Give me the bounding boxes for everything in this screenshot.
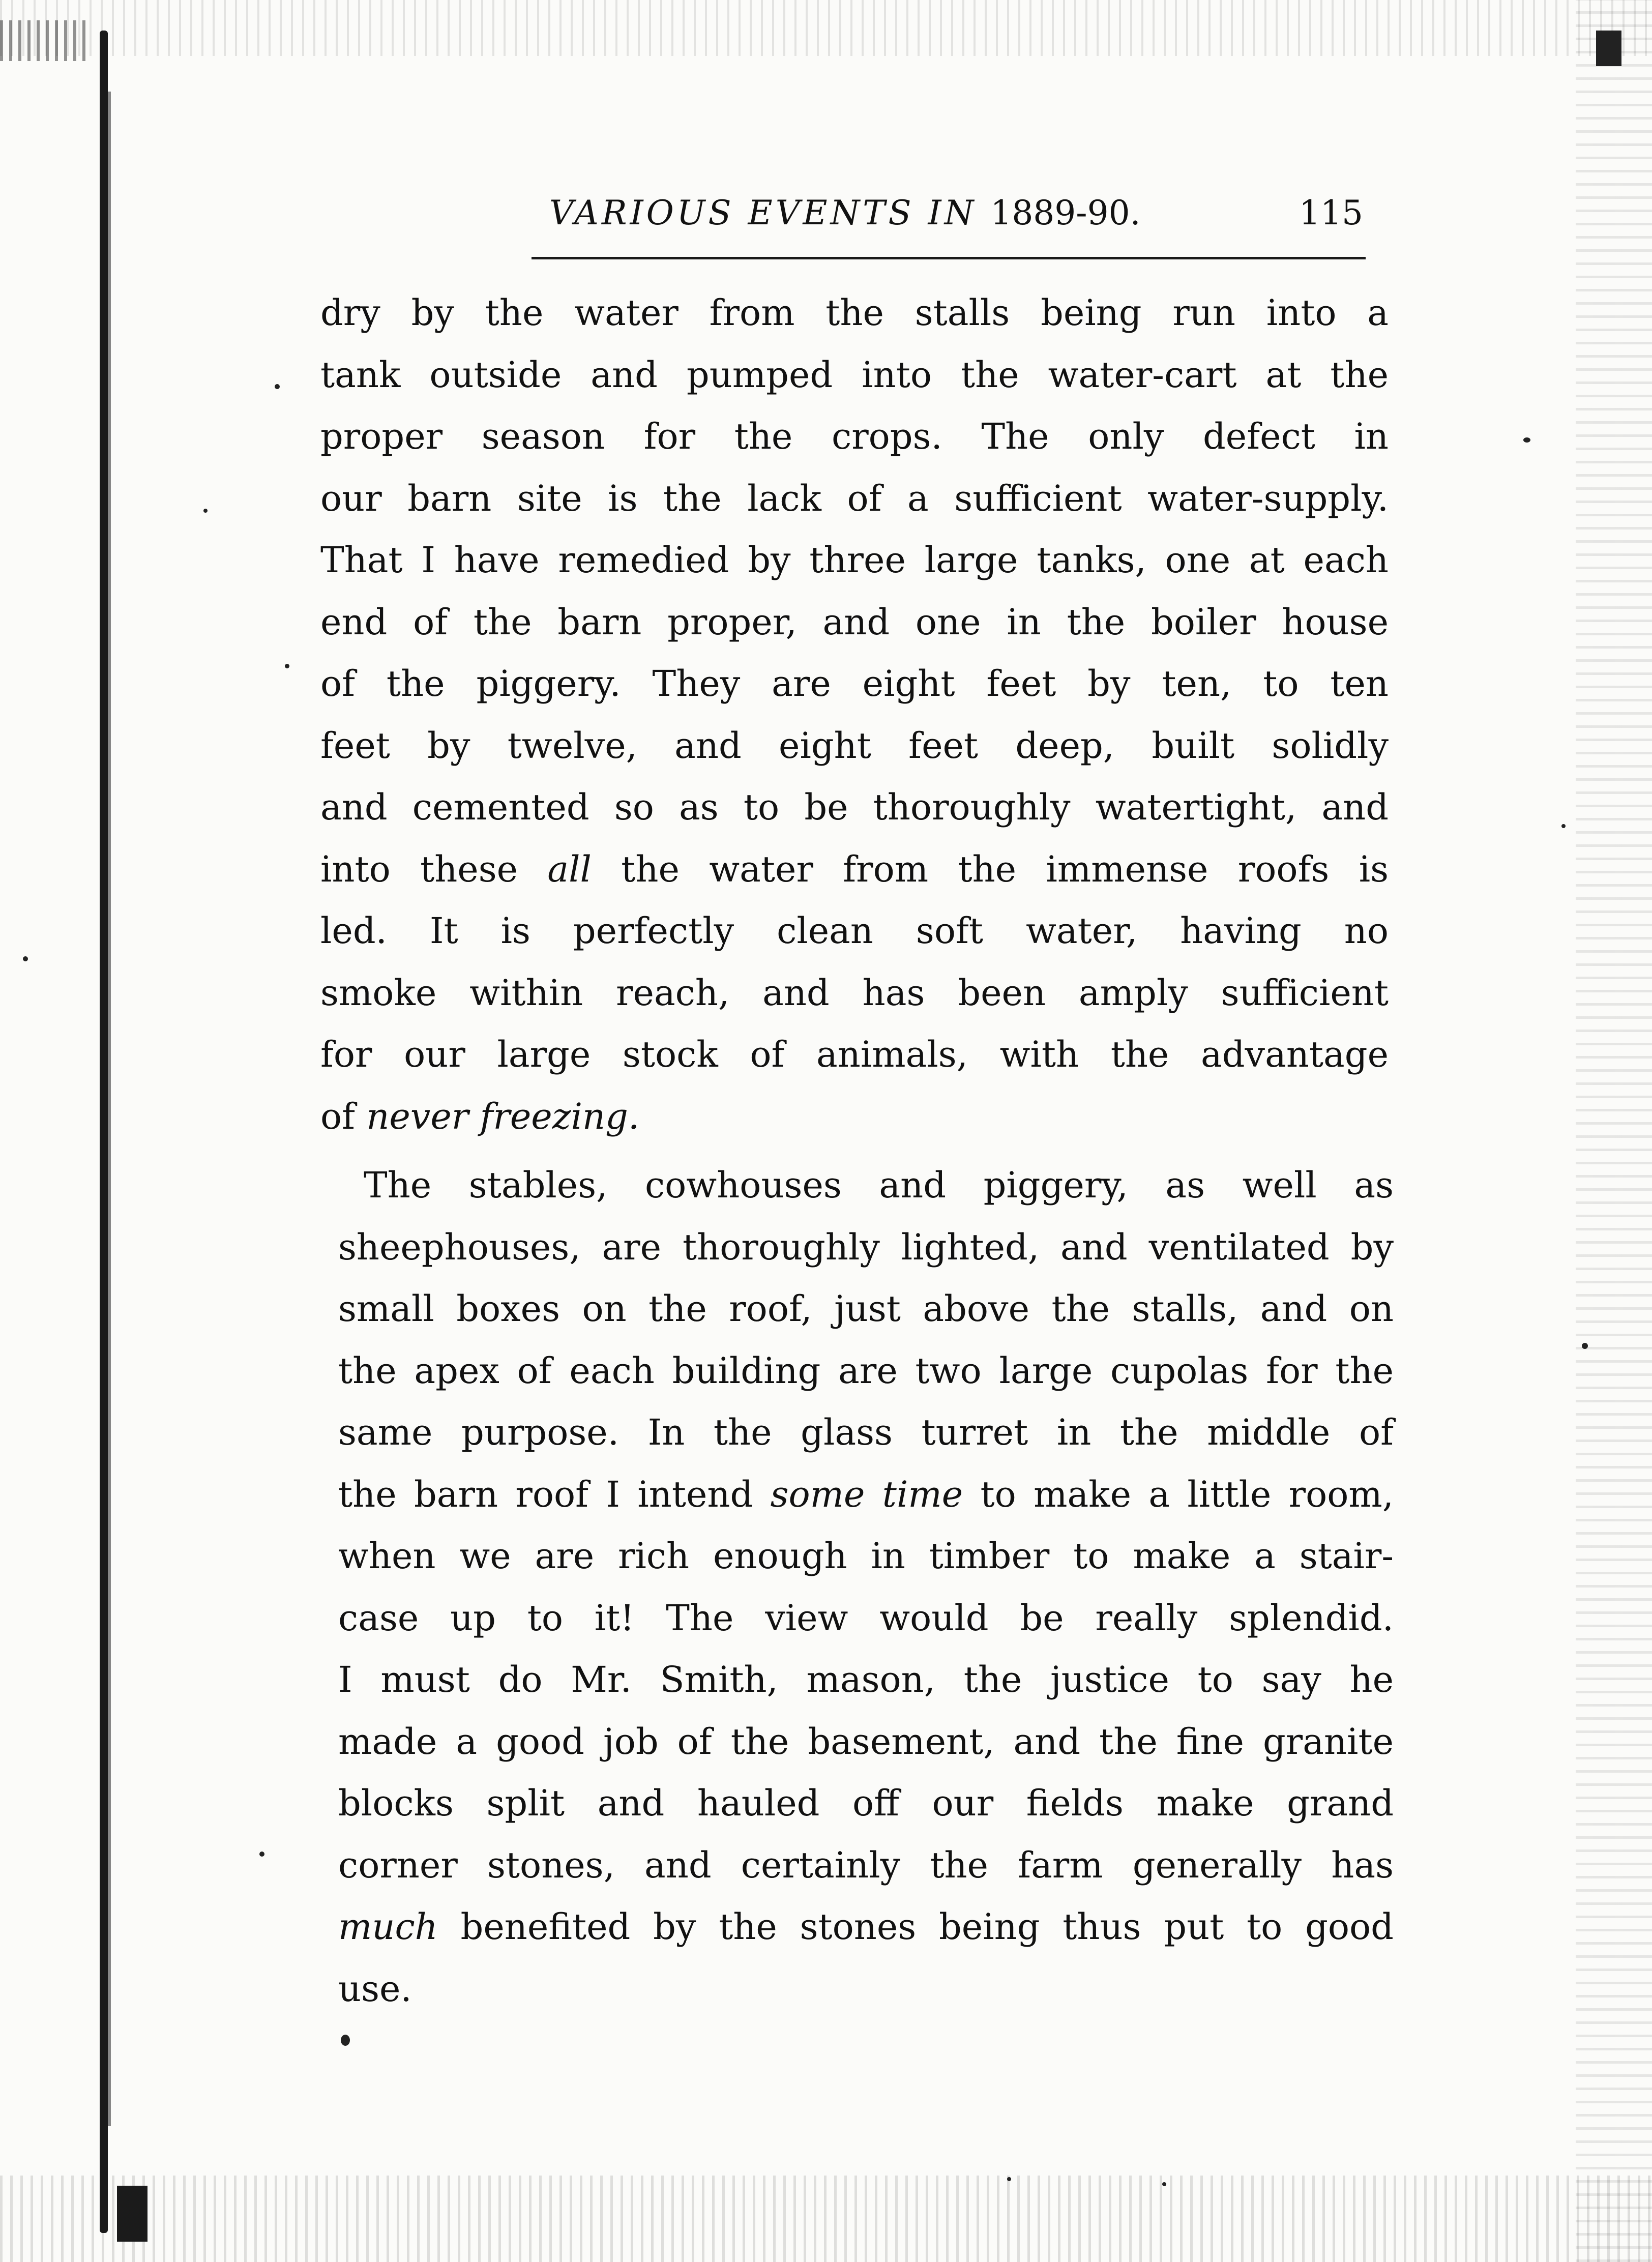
text-line: of the piggery. They are eight feet by ten, to ten	[320, 663, 1389, 704]
italic-phrase: never freezing.	[366, 1095, 640, 1137]
text-line: for our large stock of animals, with the advantage	[320, 1034, 1389, 1075]
text-line: tank outside and pumped into the water-cart at the	[320, 354, 1389, 396]
text-line: small boxes on the roof, just above the stalls, and on	[338, 1288, 1394, 1330]
running-title-text: VARIOUS EVENTS IN	[549, 193, 977, 232]
text-line: dry by the water from the stalls being run into a	[320, 292, 1389, 334]
text-line: case up to it! The view would be really splendid.	[338, 1597, 1394, 1639]
scan-bottom-mark	[117, 2186, 148, 2242]
text-line	[320, 839, 1389, 901]
scan-edge-bottom	[0, 2176, 1652, 2262]
text-line: led. It is perfectly clean soft water, having no	[320, 910, 1389, 952]
italic-word: much	[338, 1906, 438, 1948]
text-segment: benefited by the stones being thus put to good	[437, 1906, 1394, 1948]
text-line: use.	[338, 1967, 412, 2010]
text-segment: the barn roof I intend	[338, 1473, 771, 1515]
text-line: when we are rich enough in timber to make a stair-	[338, 1535, 1394, 1577]
text-line: feet by twelve, and eight feet deep, built solidly	[320, 724, 1389, 767]
text-line	[338, 1896, 1394, 1958]
running-header	[549, 188, 1363, 244]
italic-phrase: some time	[770, 1473, 963, 1515]
text-line: same purpose. In the glass turret in the middle of	[338, 1412, 1394, 1453]
text-line: blocks split and hauled off our fields make grand	[338, 1782, 1394, 1824]
text-line: I must do Mr. Smith, mason, the justice to say he	[338, 1659, 1394, 1700]
text-segment: of	[320, 1095, 367, 1137]
text-line: end of the barn proper, and one in the boiler house	[320, 601, 1389, 643]
text-line: smoke within reach, and has been amply sufficient	[320, 972, 1389, 1014]
text-line: That I have remedied by three large tanks, one at each	[320, 539, 1389, 581]
header-rule	[532, 257, 1366, 259]
text-line	[320, 1086, 1389, 1148]
text-segment: the water from the immense roofs is	[591, 848, 1389, 890]
text-line: the apex of each building are two large cupolas for the	[338, 1349, 1394, 1392]
paragraph-2	[338, 1155, 1394, 2020]
text-segment: to make a little room,	[963, 1473, 1394, 1515]
text-line: The stables, cowhouses and piggery, as well as	[364, 1164, 1394, 1206]
binding-shadow	[100, 31, 108, 2233]
text-line: made a good job of the basement, and the fine granite	[338, 1720, 1394, 1762]
page-number: 115	[1299, 193, 1363, 232]
scan-edge-top	[0, 0, 1652, 56]
text-line: proper season for the crops. The only defect in	[320, 416, 1389, 457]
text-line: our barn site is the lack of a sufficient water-supply.	[320, 477, 1389, 519]
paragraph-1	[320, 282, 1389, 1148]
scan-edge-right	[1576, 0, 1652, 2262]
binding-shadow-secondary	[108, 92, 111, 2126]
text-line	[338, 1464, 1394, 1526]
text-segment: into these	[320, 848, 548, 890]
italic-word: all	[547, 848, 592, 890]
running-title-years: 1889-90.	[990, 193, 1141, 232]
scan-corner-mark	[1596, 31, 1621, 66]
text-line: sheephouses, are thoroughly lighted, and ventilated by	[338, 1226, 1394, 1268]
running-title	[549, 193, 1141, 232]
scan-edge-left-top	[0, 20, 92, 61]
text-line: and cemented so as to be thoroughly watertight, and	[320, 786, 1389, 828]
text-line: corner stones, and certainly the farm generally has	[338, 1844, 1394, 1886]
